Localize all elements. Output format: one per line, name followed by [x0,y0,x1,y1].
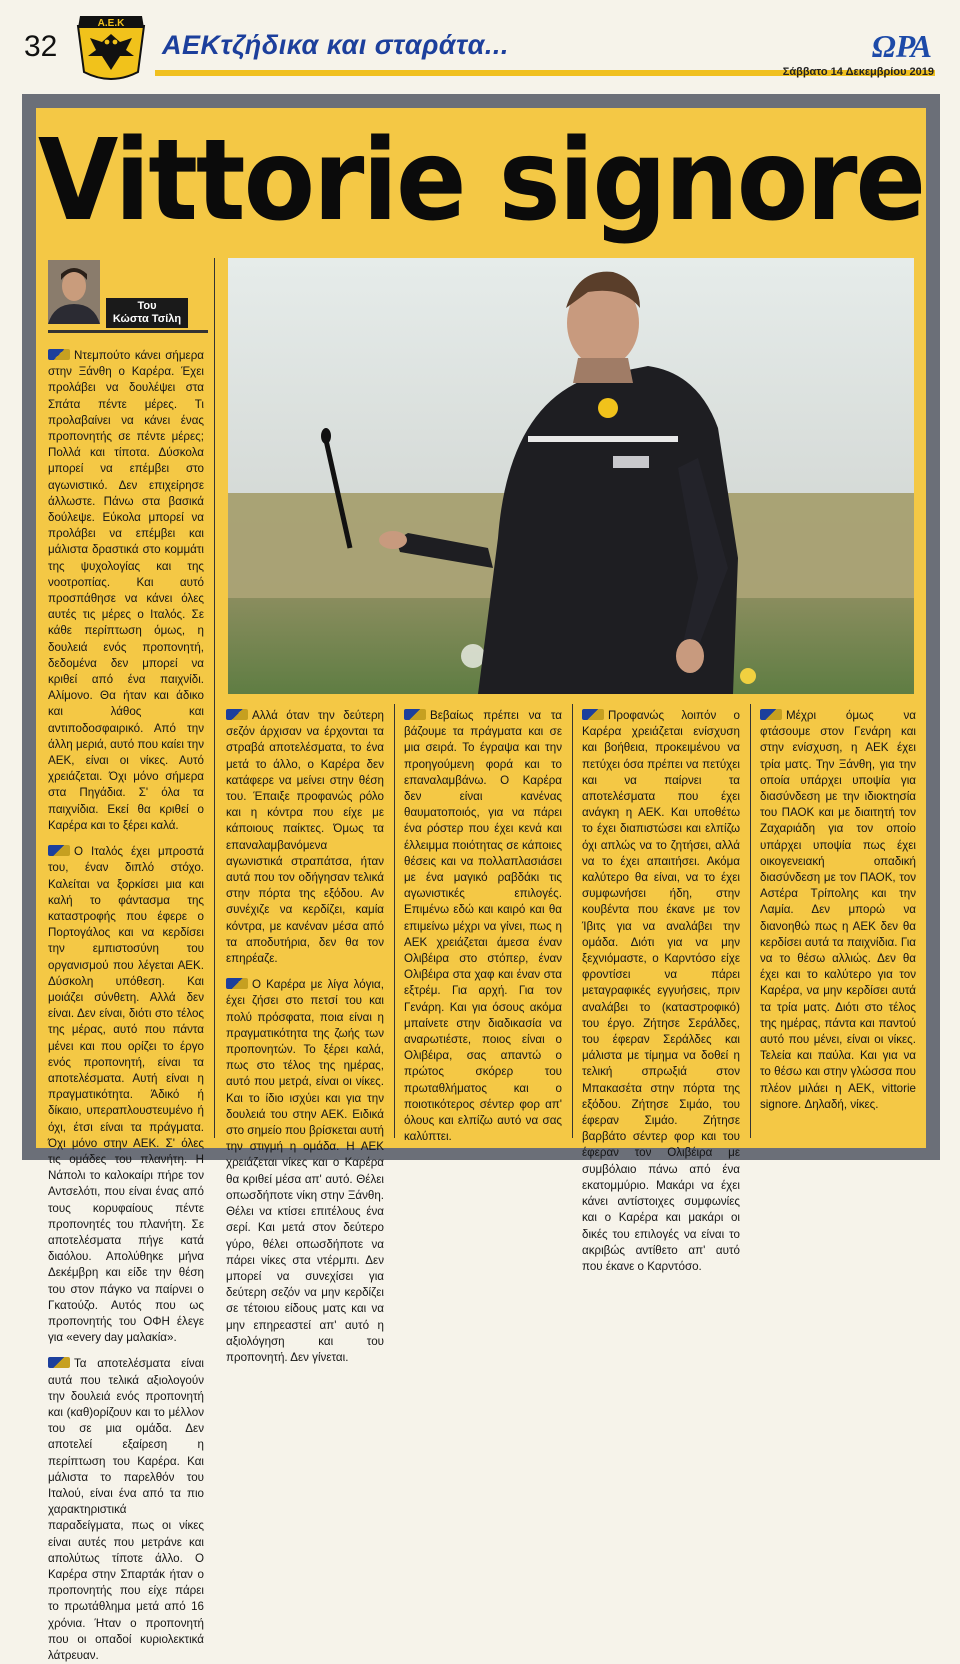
article-panel [36,108,926,1663]
aek-logo [72,12,150,84]
author-prefix: Του [137,300,157,312]
column-4 [582,708,740,1273]
paragraph-2: Ο Ιταλός έχει μπροστά του, έναν διπλό στόχο. Καλείται να ξορκίσει μια και καλή το φάντασμα της καταστροφής που έφερε ο Πορτογάλος και να κερδίσει την εμπιστοσύνη του οργανισμού που λέγεται ΑΕΚ. Δύσκολη υπόθεση. Και μοιάζει σύνθετη. Αλλά δεν είναι. Δεν είναι, διότι στο τέλος της μέρας, αυτό που πάντα μένει και που ορίζει το έργο ενός προπονητή, είναι τα αποτελέσματα. Αυτή είναι η πραγματικότητα. Άδικό ή δίκαιο, υπεραπλουστευμένο ή όχι, έτσι είναι τα πράγματα. Όχι μόνο στην ΑΕΚ. Σ' όλες τις ομάδες του πλανήτη. Η Νάπολι το καλοκαίρι πήρε τον Αντσελότι, που είναι ένας από τους κορυφαίους πέντε προπονητές του πλανήτη. Σε αποτελέσματα πήγε κατά διαόλου. Απολύθηκε μήνα Δεκέμβρη και είδε την θέση του στον πάγκο να παίρνει ο Γκατούζο. Αυτός που ως προπονητής του ΟΦΗ έλεγε για «every day μαλακία». [48,844,204,1346]
author-tag [106,298,188,328]
headline: Vittorie signore [37,114,925,246]
column-1 [48,348,204,1663]
column-3 [404,708,562,1144]
paragraph-5: Ο Καρέρα με λίγα λόγια, έχει ζήσει στο πετσί του και πολύ πρόσφατα, ποια είναι η πραγματικότητα της ζωής των προπονητών. Το ξέρει καλά, πως στο τέλος της ημέρας, αυτό που μετρά, είναι οι νίκες. Και το ίδιο ισχύει και για την δουλειά του στην ΑΕΚ. Ειδικά στο σημείο που βρίσκεται αυτή την στιγμή η ομάδα. Η ΑΕΚ χρειάζεται νίκες και ο Καρέρα θα κριθεί μέσα απ' αυτό. Θέλει οπωσδήποτε νίκη στην Ξάνθη. Θέλει να κτίσει επιτέλους ένα σερί. Και μετά στον δεύτερο γύρο, θέλει οπωσδήποτε να πάρει νίκες στα ντέρμπι. Δεν μπορεί να συνεχίσει για δεύτερη σεζόν να μην κερδίζει σε τέτοιου είδους ματς και να μην επηρεαστεί απ' αυτό η αξιολόγηση και του προπονητή. Δεν γίνεται. [226,977,384,1366]
author-box [48,260,208,332]
column-divider [214,258,215,1138]
author-avatar [48,260,100,324]
section-title: ΑΕΚτζήδικα και σταράτα... [162,30,509,60]
column-divider [394,704,395,1138]
column-divider [572,704,573,1138]
page-number: 32 [24,30,58,63]
paragraph-7: Προφανώς λοιπόν ο Καρέρα χρειάζεται ενίσχυση και βοήθεια, προκειμένου να πετύχει όσα πρέπει να πετύχει και να παίρνει τα αποτελέσματα που έχει ανάγκη η ΑΕΚ. Και υποθέτω το έχει διαπιστώσει και ελπίζω όχι απλώς να το ζητήσει, αλλά να το έχει απαιτήσει. Ακόμα καλύτερο θα είναι, να το έχει συμφωνήσει ήδη, στην κουβέντα που έκανε με τον Ίβιτς για να αναλάβει την ομάδα. Διότι για να μην ξεχνιόμαστε, ο Καρντόσο είχε φροντίσει να πάρει μεταγραφικές εγγυήσεις, πριν αναλάβει το (καταστροφικό) του έργο. Ζήτησε Σεράλδες, του έφεραν Σεράλδες και μάλιστα με τίμημα να δοθεί η τελική σπρωξιά στον Μπακασέτα στην πόρτα της εξόδου. Ζήτησε Σιμάο, του έφεραν Σιμάο. Ζήτησε βαρβάτο σέντερ φορ και του έφεραν τον Ολιβέιρα με συμβόλαιο πάνω από ένα εκατομμύριο. Μακάρι να έχει κάνει αντίστοιχες συμφωνίες και ο Καρέρα και μακάρι οι δικές του επιλογές να είναι το ακριβώς αντίθετο απ' αυτό που έκανε ο Καρντόσο. [582,708,740,1275]
page-header [0,0,960,90]
column-5 [760,708,916,1138]
paragraph-3: Τα αποτελέσματα είναι αυτά που τελικά αξιολογούν την δουλειά ενός προπονητή και (καθ)ορίζουν και το μέλλον του σε μια ομάδα. Δεν αποτελεί εξαίρεση η περίπτωση του Καρέρα. Και μάλιστα το παρελθόν του Ιταλού, είναι ένα από τα πιο χαρακτηριστικά παραδείγματα, πως οι νίκες είναι αυτές που μετράνε και απολύτως τίποτε άλλο. Ο Καρέρα στην Σπαρτάκ ήταν ο προπονητής που είχε πάρει το πρωτάθλημα μετά από 16 χρόνια. Ήταν ο προπονητή που οι οπαδοί κυριολεκτικά λάτρευαν. [48,1356,204,1664]
masthead: ΩΡΑ [871,28,932,64]
paragraph-1: Ντεμπούτο κάνει σήμερα στην Ξάνθη ο Καρέρα. Έχει προλάβει να δουλέψει στα Σπάτα πέντε μέρες. Τι προλαβαίνει να κάνει ένας προπονητής σε πέντε μέρες; Πολλά και τίποτα. Δύσκολα μπορεί να επέμβει στο αγωνιστικό. Δεν επιχείρησε άλλωστε. Πάνω στα βασικά δούλεψε. Εύκολα μπορεί να προλάβει να επέμβει και μάλιστα δραστικά στο κομμάτι της ψυχολογίας και της νοοτροπίας. Και αυτό προσπάθησε να κάνει όλες αυτές τις μέρες ο Ιταλός. Σε κάθε περίπτωση όμως, η δουλειά ενός προπονητή, δεδομένα δεν μπορεί να κριθεί από ένα παιχνίδι. Αλίμονο. Θα ήταν και άδικο και λάθος και αντιποδοσφαιρικό. Από την άλλη μεριά, αυτό που καίει την ΑΕΚ, είναι οι νίκες. Αυτό χρειάζεται. Όχι μόνο σήμερα στα Πηγάδια. Σ' όλα τα παιχνίδια. Εκεί θα κριθεί ο Καρέρα και το ξέρει καλά. [48,348,204,834]
coach-photo [228,258,914,694]
logo-text: Α.Ε.Κ [97,18,125,29]
paragraph-4: Αλλά όταν την δεύτερη σεζόν άρχισαν να έρχονται τα στραβά αποτελέσματα, το ένα μετά το άλλο, ο Καρέρα δεν κατάφερε να μείνει στην θέση του. Έπαιξε προφανώς ρόλο και η κόντρα που είχε με κάποιους παίκτες. Όμως τα επαναλαμβανόμενα αγωνιστικά στραπάτσα, ήταν αυτά που τον οδήγησαν τελικά στην πόρτα της εξόδου. Αν συνέχιζε να κερδίζει, καμία κόντρα, με κανέναν μέσα από τα αποδυτήρια, δεν θα τον επηρέαζε. [226,708,384,967]
author-name: Κώστα Τσίλη [112,313,182,325]
column-2 [226,708,384,1364]
column-divider [750,704,751,1138]
issue-date: Σάββατο 14 Δεκεμβρίου 2019 [782,66,934,78]
paragraph-6: Βεβαίως πρέπει να τα βάζουμε τα πράγματα και σε μια σειρά. Το έγραψα και την προηγούμενη φορά και το επαναλαμβάνω. Ο Καρέρα δεν είναι κανένας θαυματοποιός, για να πάρει ένα ρόστερ που έχει κενά και έλλειμμα ποιότητας σε κάποιες θέσεις και να πολλαπλασιάσει με ένα μαγικό ραβδάκι τις αγωνιστικές επιλογές. Επιμένω εδώ και καιρό και θα επιμείνω μέχρι να γίνει, πως η ΑΕΚ χρειάζεται άμεσα έναν Ολιβέιρα στο στόπερ, έναν Ολιβέιρα στα χαφ και έναν στα εξτρέμ. Για αρχή. Για τον Γενάρη. Και για όσους ακόμα μπαίνετε στην διαδικασία να αναρωτιέστε, ποιος είναι ο Ολιβέιρα, σας απαντώ ο πρώτος σκόρερ του πρωταθλήματος και ο ποιοτικότερος σέντερ φορ απ' όλους και ελπίζω αυτό να σας καλύπτει. [404,708,562,1145]
author-underline [48,330,208,333]
paragraph-8: Μέχρι όμως να φτάσουμε στον Γενάρη και στην ενίσχυση, η ΑΕΚ έχει τρία ματς. Την Ξάνθη, για την οποία υπάρχει υποψία για διασύνδεση με την ιδιοκτησία του ΠΑΟΚ και με διαιτητή τον Ζαχαριάδη για τον οποίο υπάρχει υποψία πως έχει οικογενειακή οπαδική διασύνδεση με τον ΠΑΟΚ, τον Αστέρα Τρίπολης και την Λαμία. Δεν μπορώ να διανοηθώ πως η ΑΕΚ δεν θα κερδίσει αυτά τα παιχνίδια. Για να το θέσω αλλιώς. Δεν θα έχει και το καλύτερο για τον Καρέρα, να μην κερδίσει αυτά τα τρία ματς. Διότι στο τέλος της ημέρας, πάντα και παντού αυτό που μένει, είναι οι νίκες. Τελεία και παύλα. Και για να το θέσω και στην γλώσσα που πλέον μιλάει η ΑΕΚ, vittorie signore. Δηλαδή, νίκες. [760,708,916,1113]
